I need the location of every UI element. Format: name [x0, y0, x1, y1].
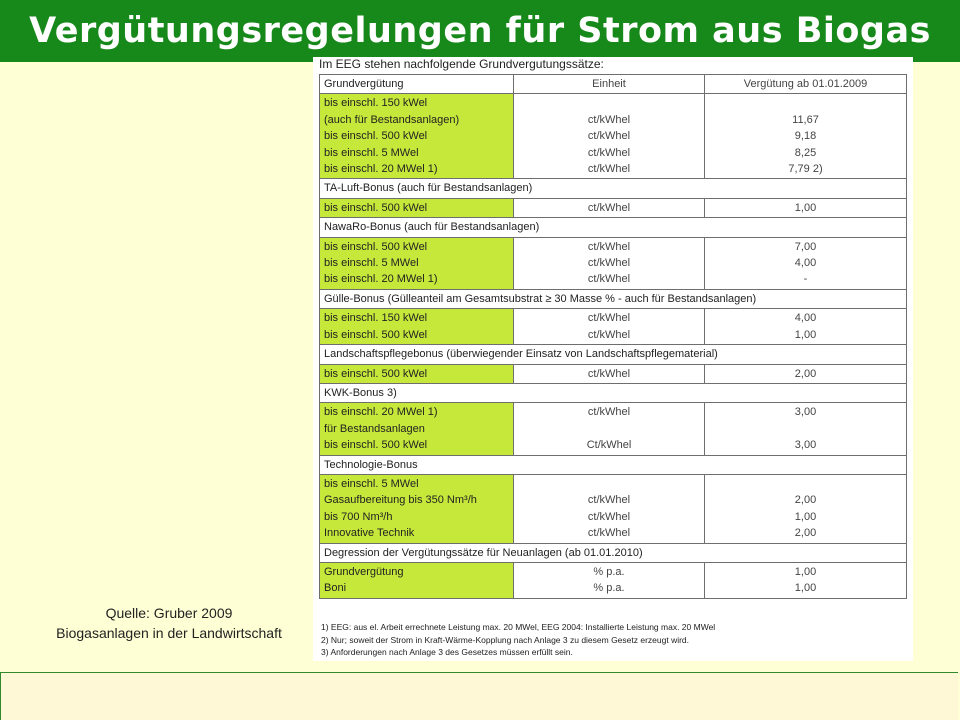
table-cell-line: 1,00 — [794, 328, 817, 341]
table-cell-line: - — [803, 273, 808, 286]
table-cell-line: 3,00 — [794, 439, 817, 452]
table-cell-line: 7,79 2) — [788, 163, 823, 176]
table-cell-line: bis einschl. 500 kWel — [324, 130, 428, 143]
table-cell-line: % p.a. — [593, 582, 625, 595]
table-cell-line: 2,00 — [794, 527, 817, 540]
table-cell-line: 4,00 — [794, 312, 817, 325]
table-cell-line: bis einschl. 20 MWel 1) — [324, 406, 438, 419]
table-cell-line: 7,00 — [794, 240, 817, 253]
cell-units — [514, 562, 705, 598]
table-cell-line: 1,00 — [794, 582, 817, 595]
table-cell-line: 9,18 — [794, 130, 817, 143]
cell-units — [514, 309, 705, 345]
table-cell-line: bis einschl. 500 kWel — [324, 201, 428, 214]
table-cell-line: ct/kWhel — [587, 201, 631, 214]
table-header-row — [320, 75, 907, 94]
footer-band — [0, 672, 958, 720]
table-cell-line: Gasaufbereitung bis 350 Nm³/h — [324, 494, 477, 507]
table-cell-line: ct/kWhel — [587, 130, 631, 143]
table-cell-line: 11,67 — [792, 113, 819, 126]
table-cell-line: für Bestandsanlagen — [324, 422, 425, 435]
section-data-row — [320, 403, 907, 455]
table-cell-line: ct/kWhel — [587, 494, 631, 507]
table-cell-line: 3,00 — [794, 406, 817, 419]
table-cell-line: bis einschl. 500 kWel — [324, 328, 428, 341]
table-cell-line: bis einschl. 5 MWel — [324, 477, 419, 490]
cell-values — [705, 364, 907, 383]
section-heading-row — [320, 289, 907, 308]
table-cell-line: ct/kWhel — [587, 527, 631, 540]
table-cell-line: ct/kWhel — [587, 240, 631, 253]
cell-units — [514, 94, 705, 179]
table-cell-line: 1,00 — [794, 565, 817, 578]
section-data-row — [320, 198, 907, 217]
footnotes — [321, 621, 715, 659]
section-heading-row — [320, 543, 907, 562]
section-heading-row — [320, 455, 907, 474]
tariff-table — [319, 74, 907, 599]
cell-values — [705, 403, 907, 455]
table-cell-line: ct/kWhel — [587, 113, 631, 126]
source-line-2: Biogasanlagen in der Landwirtschaft — [56, 625, 282, 641]
table-cell-line: ct/kWhel — [587, 510, 631, 523]
section-data-row — [320, 94, 907, 179]
table-cell-line: 8,25 — [794, 146, 817, 159]
table-cell-line: ct/kWhel — [587, 273, 631, 286]
table-cell-line: bis einschl. 500 kWel — [324, 367, 428, 380]
table-cell-line: bis einschl. 5 MWel — [324, 257, 419, 270]
column-header: Einheit — [514, 75, 705, 94]
section-heading-row — [320, 179, 907, 198]
footnote: 2) Nur; soweit der Strom in Kraft-Wärme-Kopplung nach Anlage 3 zu diesem Gesetz erzeugt wird. — [321, 634, 690, 645]
slide-title: Vergütungsregelungen für Strom aus Biogas — [29, 11, 931, 51]
cell-labels — [320, 562, 514, 598]
cell-units — [514, 237, 705, 289]
cell-labels — [320, 94, 514, 179]
tariff-table-image — [313, 57, 913, 661]
table-cell-line: Innovative Technik — [324, 527, 415, 540]
cell-labels — [320, 364, 514, 383]
table-cell-line: ct/kWhel — [587, 328, 631, 341]
cell-labels — [320, 198, 514, 217]
cell-values — [705, 237, 907, 289]
section-data-row — [320, 364, 907, 383]
cell-values — [705, 562, 907, 598]
table-cell-line: Boni — [324, 582, 347, 595]
table-cell-line: bis einschl. 5 MWel — [324, 146, 419, 159]
section-heading-row — [320, 383, 907, 402]
cell-values — [705, 309, 907, 345]
section-heading-row — [320, 345, 907, 364]
table-cell-line: bis 700 Nm³/h — [324, 510, 393, 523]
section-data-row — [320, 474, 907, 543]
section-data-row — [320, 309, 907, 345]
cell-labels — [320, 237, 514, 289]
table-cell-line: ct/kWhel — [587, 163, 631, 176]
source-note — [24, 603, 314, 643]
table-cell-line: 4,00 — [794, 257, 817, 270]
table-cell-line: ct/kWhel — [587, 312, 631, 325]
cell-units — [514, 474, 705, 543]
cell-labels — [320, 474, 514, 543]
table-cell-line: Ct/kWhel — [586, 439, 632, 452]
cell-units — [514, 364, 705, 383]
table-cell-line: 1,00 — [794, 201, 817, 214]
table-cell-line: % p.a. — [593, 565, 625, 578]
footnote: 3) Anforderungen nach Anlage 3 des Gesetzes müssen erfüllt sein. — [321, 647, 573, 657]
table-cell-line: 2,00 — [794, 367, 817, 380]
table-cell-line: bis einschl. 500 kWel — [324, 240, 428, 253]
section-heading: TA-Luft-Bonus (auch für Bestandsanlagen) — [320, 179, 907, 198]
section-heading: Technologie-Bonus — [320, 455, 907, 474]
cell-labels — [320, 309, 514, 345]
section-data-row — [320, 562, 907, 598]
cell-values — [705, 94, 907, 179]
section-heading: Gülle-Bonus (Gülleanteil am Gesamtsubstrat ≥ 30 Masse % - auch für Bestandsanlagen) — [320, 289, 907, 308]
table-cell-line: Grundvergütung — [324, 565, 404, 578]
section-heading: Degression der Vergütungssätze für Neuanlagen (ab 01.01.2010) — [320, 543, 907, 562]
blank-line — [518, 421, 700, 437]
section-heading-row — [320, 218, 907, 237]
table-cell-line: bis einschl. 500 kWel — [324, 439, 428, 452]
footnote: 1) EEG: aus el. Arbeit errechnete Leistung max. 20 MWel, EEG 2004: Installierte Leistung max. 20 MWel — [321, 622, 716, 632]
blank-line — [709, 421, 902, 437]
cell-values — [705, 474, 907, 543]
table-caption: Im EEG stehen nachfolgende Grundvergutungssätze: — [319, 57, 604, 71]
table-cell-line: ct/kWhel — [587, 257, 631, 270]
table-cell-line: bis einschl. 20 MWel 1) — [324, 163, 438, 176]
table-cell-line: bis einschl. 150 kWel — [324, 97, 428, 110]
section-heading: Landschaftspflegebonus (überwiegender Einsatz von Landschaftspflegematerial) — [320, 345, 907, 364]
blank-line — [518, 95, 700, 111]
column-header: Grundvergütung — [320, 75, 514, 94]
table-cell-line: ct/kWhel — [587, 406, 631, 419]
column-header: Vergütung ab 01.01.2009 — [705, 75, 907, 94]
blank-line — [518, 476, 700, 492]
blank-line — [709, 476, 902, 492]
blank-line — [709, 95, 902, 111]
cell-labels — [320, 403, 514, 455]
table-cell-line: bis einschl. 20 MWel 1) — [324, 273, 438, 286]
section-heading: NawaRo-Bonus (auch für Bestandsanlagen) — [320, 218, 907, 237]
table-cell-line: ct/kWhel — [587, 146, 631, 159]
title-bar — [0, 0, 960, 62]
section-heading: KWK-Bonus 3) — [320, 383, 907, 402]
section-data-row — [320, 237, 907, 289]
source-line-1: Quelle: Gruber 2009 — [105, 605, 233, 621]
table-cell-line: ct/kWhel — [587, 367, 631, 380]
cell-units — [514, 403, 705, 455]
cell-units — [514, 198, 705, 217]
table-cell-line: 2,00 — [794, 494, 817, 507]
table-cell-line: bis einschl. 150 kWel — [324, 312, 428, 325]
table-cell-line: (auch für Bestandsanlagen) — [324, 113, 460, 126]
table-cell-line: 1,00 — [794, 510, 817, 523]
cell-values — [705, 198, 907, 217]
